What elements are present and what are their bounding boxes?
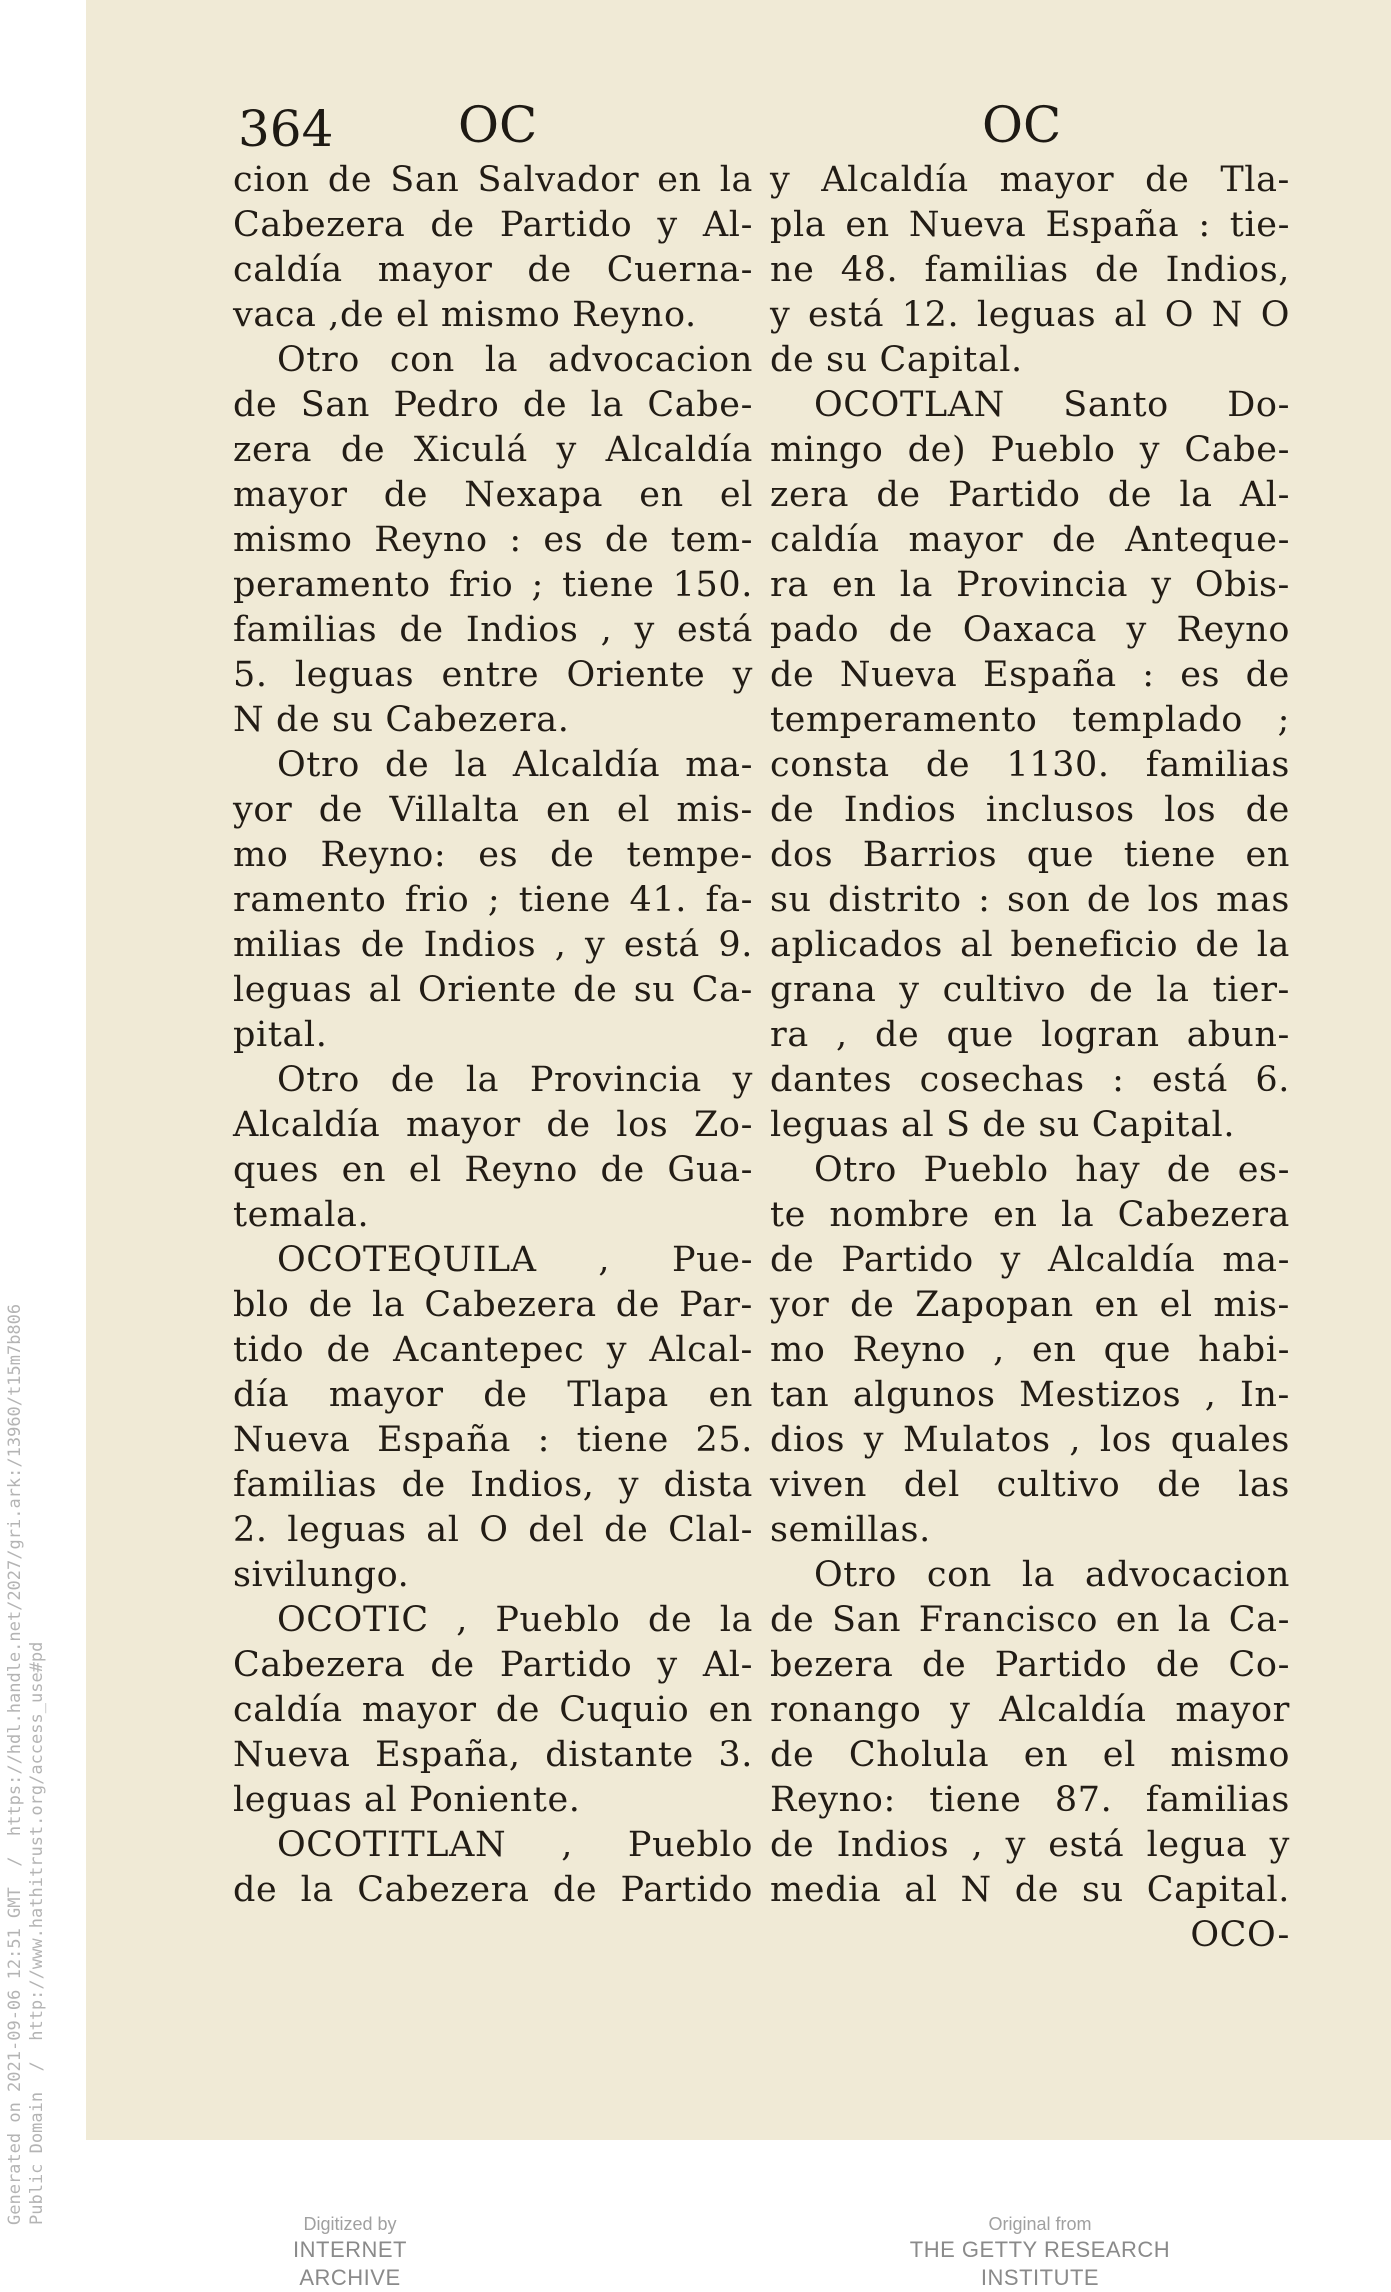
right-column-line: de Indios , y está legua y <box>770 1825 1290 1865</box>
left-text-column <box>233 158 753 1913</box>
left-column-line: ramento frio ; tiene 41. fa- <box>233 880 753 920</box>
watermark-line-1: Generated on 2021-09-06 12:51 GMT / https://hdl.handle.net/2027/gri.ark:/13960/t15m7b806 <box>5 1303 25 2225</box>
right-column-line: aplicados al beneficio de la <box>770 925 1290 965</box>
original-from-label: Original from <box>988 2214 1092 2234</box>
right-column-line: ronango y Alcaldía mayor <box>770 1690 1290 1730</box>
left-column-line: OCOTITLAN , Pueblo <box>277 1825 753 1865</box>
right-column-line: media al N de su Capital. <box>770 1870 1290 1910</box>
right-column-line: dos Barrios que tiene en <box>770 835 1290 875</box>
right-column-line: mingo de) Pueblo y Cabe- <box>770 430 1290 470</box>
left-column-line: de la Cabezera de Partido <box>233 1870 753 1910</box>
right-column-line: te nombre en la Cabezera <box>770 1195 1290 1235</box>
right-column-line: OCO- <box>1190 1915 1290 1955</box>
digitized-by-label: Digitized by <box>303 2214 397 2234</box>
getty-institute-label: THE GETTY RESEARCH INSTITUTE <box>909 2237 1171 2290</box>
right-column-line: pla en Nueva España : tie- <box>770 205 1290 245</box>
running-head-left: OC <box>458 96 538 154</box>
left-column-line: pital. <box>233 1015 328 1055</box>
left-column-line: Cabezera de Partido y Al- <box>233 205 753 245</box>
right-column-line: dantes cosechas : está 6. <box>770 1060 1290 1100</box>
right-column-line: y está 12. leguas al O N O <box>770 295 1290 335</box>
left-column-line: Nueva España, distante 3. <box>233 1735 753 1775</box>
left-column-line: sivilungo. <box>233 1555 410 1595</box>
left-column-line: OCOTEQUILA , Pue- <box>277 1240 753 1280</box>
page-number: 364 <box>238 100 334 158</box>
left-column-line: Nueva España : tiene 25. <box>233 1420 753 1460</box>
left-column-line: tido de Acantepec y Alcal- <box>233 1330 753 1370</box>
left-column-line: OCOTIC , Pueblo de la <box>277 1600 753 1640</box>
right-column-line: de su Capital. <box>770 340 1023 380</box>
right-column-line: consta de 1130. familias <box>770 745 1290 785</box>
right-column-line: grana y cultivo de la tier- <box>770 970 1290 1010</box>
left-column-line: Otro de la Alcaldía ma- <box>277 745 753 785</box>
digitized-by-credit <box>240 2212 460 2292</box>
right-column-line: bezera de Partido de Co- <box>770 1645 1290 1685</box>
left-column-line: familias de Indios , y está <box>233 610 753 650</box>
right-column-line: Otro con la advocacion <box>814 1555 1290 1595</box>
left-column-line: caldía mayor de Cuquio en <box>233 1690 753 1730</box>
right-column-line: viven del cultivo de las <box>770 1465 1290 1505</box>
right-column-line: leguas al S de su Capital. <box>770 1105 1236 1145</box>
right-column-line: yor de Zapopan en el mis- <box>770 1285 1290 1325</box>
right-column-line: de Indios inclusos los de <box>770 790 1290 830</box>
left-column-line: Otro de la Provincia y <box>277 1060 753 1100</box>
original-from-credit <box>850 2212 1230 2292</box>
right-column-line: ra en la Provincia y Obis- <box>770 565 1290 605</box>
right-column-line: ra , de que logran abun- <box>770 1015 1290 1055</box>
right-column-line: ne 48. familias de Indios, <box>770 250 1290 290</box>
left-column-line: mo Reyno: es de tempe- <box>233 835 753 875</box>
right-column-line: mo Reyno , en que habi- <box>770 1330 1290 1370</box>
running-head-right: OC <box>982 96 1062 154</box>
right-column-line: caldía mayor de Anteque- <box>770 520 1290 560</box>
left-column-line: familias de Indios, y dista <box>233 1465 753 1505</box>
left-column-line: mayor de Nexapa en el <box>233 475 753 515</box>
left-column-line: caldía mayor de Cuerna- <box>233 250 753 290</box>
left-column-line: vaca ,de el mismo Reyno. <box>233 295 697 335</box>
right-column-line: semillas. <box>770 1510 931 1550</box>
left-column-line: zera de Xiculá y Alcaldía <box>233 430 753 470</box>
left-column-line: 5. leguas entre Oriente y <box>233 655 753 695</box>
right-column-line: Reyno: tiene 87. familias <box>770 1780 1290 1820</box>
watermark-line-2: Public Domain / http://www.hathitrust.org/access_use#pd <box>27 1641 47 2225</box>
right-column-line: de Partido y Alcaldía ma- <box>770 1240 1290 1280</box>
left-column-line: peramento frio ; tiene 150. <box>233 565 753 605</box>
right-column-line: de San Francisco en la Ca- <box>770 1600 1290 1640</box>
left-column-line: cion de San Salvador en la <box>233 160 753 200</box>
right-column-line: zera de Partido de la Al- <box>770 475 1290 515</box>
right-text-column <box>770 158 1290 1958</box>
left-column-line: Alcaldía mayor de los Zo- <box>233 1105 753 1145</box>
right-column-line: de Cholula en el mismo <box>770 1735 1290 1775</box>
left-column-line: 2. leguas al O del de Clal- <box>233 1510 753 1550</box>
right-column-line: su distrito : son de los mas <box>770 880 1290 920</box>
hathitrust-watermark <box>4 1115 48 2225</box>
left-column-line: blo de la Cabezera de Par- <box>233 1285 753 1325</box>
left-column-line: leguas al Oriente de su Ca- <box>233 970 753 1010</box>
left-column-line: yor de Villalta en el mis- <box>233 790 753 830</box>
left-column-line: milias de Indios , y está 9. <box>233 925 753 965</box>
right-column-line: pado de Oaxaca y Reyno <box>770 610 1290 650</box>
right-column-line: OCOTLAN Santo Do- <box>814 385 1290 425</box>
right-column-line: y Alcaldía mayor de Tla- <box>770 160 1290 200</box>
right-column-line: temperamento templado ; <box>770 700 1290 740</box>
left-column-line: mismo Reyno : es de tem- <box>233 520 753 560</box>
left-column-line: temala. <box>233 1195 370 1235</box>
right-column-line: tan algunos Mestizos , In- <box>770 1375 1290 1415</box>
left-column-line: N de su Cabezera. <box>233 700 570 740</box>
right-column-line: Otro Pueblo hay de es- <box>814 1150 1290 1190</box>
left-column-line: leguas al Poniente. <box>233 1780 581 1820</box>
right-column-line: de Nueva España : es de <box>770 655 1290 695</box>
internet-archive-label: INTERNET ARCHIVE <box>293 2237 407 2290</box>
right-column-line: dios y Mulatos , los quales <box>770 1420 1290 1460</box>
left-column-line: ques en el Reyno de Gua- <box>233 1150 753 1190</box>
left-column-line: día mayor de Tlapa en <box>233 1375 753 1415</box>
left-column-line: Cabezera de Partido y Al- <box>233 1645 753 1685</box>
left-column-line: de San Pedro de la Cabe- <box>233 385 753 425</box>
left-column-line: Otro con la advocacion <box>277 340 753 380</box>
